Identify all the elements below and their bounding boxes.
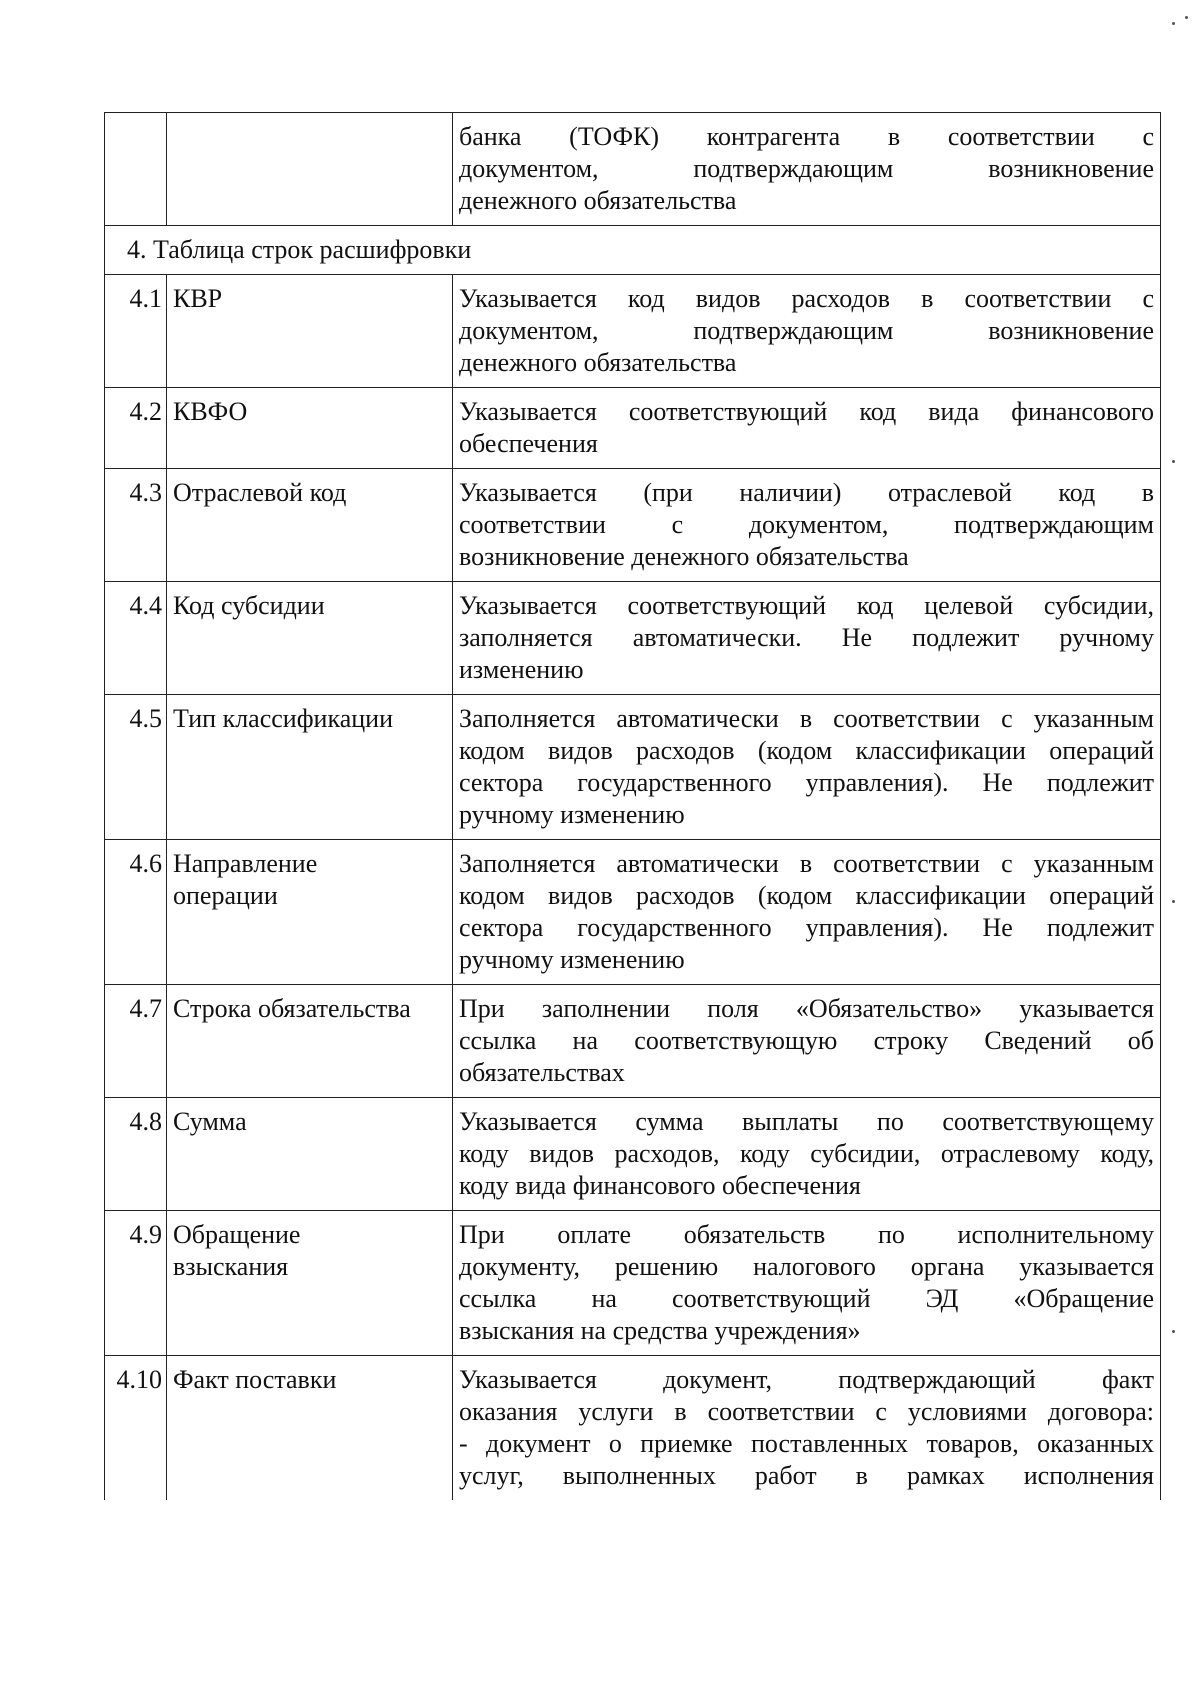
row-number: 4.10 [105,1356,167,1501]
description-line: Указывается код видов расходов в соответствии с [459,284,1154,313]
description-line: соответствии с документом, подтверждающим [459,510,1154,539]
field-name [167,388,453,469]
table-row [105,275,1161,388]
description-table [104,112,1161,1500]
field-name [167,113,453,226]
description-line: документом, подтверждающим возникновение [459,316,1154,345]
description-line: возникновение денежного обязательства [459,542,909,571]
field-description [453,1098,1161,1211]
row-number: 4.7 [105,985,167,1098]
field-name-line: КВФО [173,397,248,426]
description-line: услуг, выполненных работ в рамках исполнения [459,1461,1154,1490]
description-line: сектора государственного управления). Не подлежит [459,768,1154,797]
row-number: 4.1 [105,275,167,388]
row-number: 4.6 [105,840,167,985]
field-name-line: Отраслевой код [173,478,347,507]
description-line: - документ о приемке поставленных товаров, оказанных [459,1429,1154,1458]
field-name [167,1098,453,1211]
description-line: взыскания на средства учреждения» [459,1316,861,1345]
field-description [453,695,1161,840]
section-row [105,226,1161,275]
scan-speck [1172,460,1175,463]
description-line: сектора государственного управления). Не подлежит [459,913,1154,942]
description-line: Указывается сумма выплаты по соответствующему [459,1107,1154,1136]
field-name-line: Тип классификации [173,704,393,733]
table-row-continued [105,113,1161,226]
field-description [453,840,1161,985]
field-name [167,840,453,985]
field-name-line: Сумма [173,1107,247,1136]
description-line: ссылка на соответствующий ЭД «Обращение [459,1284,1154,1313]
table-row [105,388,1161,469]
description-line: документу, решению налогового органа указывается [459,1252,1154,1281]
field-name [167,469,453,582]
field-name-line: операции [173,881,278,910]
field-name [167,1211,453,1356]
description-line: При оплате обязательств по исполнительному [459,1220,1154,1249]
scan-speck [1185,16,1188,19]
description-line: оказания услуги в соответствии с условиями договора: [459,1397,1154,1426]
field-name [167,1356,453,1501]
field-description [453,1211,1161,1356]
row-number: 4.9 [105,1211,167,1356]
description-line: изменению [459,655,584,684]
description-line: кодом видов расходов (кодом классификации операций [459,736,1154,765]
table-row [105,695,1161,840]
table-row [105,1211,1161,1356]
description-line: заполняется автоматически. Не подлежит ручному [459,623,1154,652]
description-line: Указывается соответствующий код целевой субсидии, [459,591,1154,620]
table-row [105,1356,1161,1501]
description-line: ручному изменению [459,800,685,829]
description-line: Заполняется автоматически в соответствии с указанным [459,704,1154,733]
description-line: коду видов расходов, коду субсидии, отраслевому коду, [459,1139,1154,1168]
scan-speck [1172,22,1175,25]
scan-speck [1172,900,1175,903]
row-number: 4.5 [105,695,167,840]
field-name-line: Строка обязательства [173,994,411,1023]
field-name [167,695,453,840]
field-name-line: Факт поставки [173,1365,337,1394]
field-name-line: Обращение [173,1220,301,1249]
description-line: При заполнении поля «Обязательство» указывается [459,994,1154,1023]
description-line: кодом видов расходов (кодом классификации операций [459,881,1154,910]
row-number: 4.3 [105,469,167,582]
description-line: Заполняется автоматически в соответствии с указанным [459,849,1154,878]
row-number: 4.8 [105,1098,167,1211]
description-line: обязательствах [459,1058,625,1087]
section-title: 4. Таблица строк расшифровки [105,226,1161,275]
table-row [105,582,1161,695]
field-description [453,1356,1161,1501]
field-name [167,582,453,695]
field-name-line: Код субсидии [173,591,325,620]
field-description [453,388,1161,469]
scan-speck [1172,1330,1175,1333]
field-name [167,275,453,388]
description-line: Указывается документ, подтверждающий факт [459,1365,1154,1394]
field-description [453,582,1161,695]
table-row [105,840,1161,985]
field-description [453,275,1161,388]
field-description [453,113,1161,226]
description-line: обеспечения [459,429,598,458]
table-row [105,1098,1161,1211]
table-row [105,985,1161,1098]
field-description [453,985,1161,1098]
row-number [105,113,167,226]
description-line: денежного обязательства [459,348,737,377]
description-line: ссылка на соответствующую строку Сведений об [459,1026,1154,1055]
field-name-line: взыскания [173,1252,289,1281]
field-name-line: КВР [173,284,223,313]
description-line: коду вида финансового обеспечения [459,1171,861,1200]
row-number: 4.2 [105,388,167,469]
description-line: банка (ТОФК) контрагента в соответствии с [459,122,1154,151]
table-row [105,469,1161,582]
field-description [453,469,1161,582]
description-line: ручному изменению [459,945,685,974]
description-line: Указывается (при наличии) отраслевой код в [459,478,1154,507]
field-name-line: Направление [173,849,318,878]
field-name [167,985,453,1098]
description-line: документом, подтверждающим возникновение [459,154,1154,183]
description-line: Указывается соответствующий код вида финансового [459,397,1154,426]
description-line: денежного обязательства [459,186,737,215]
row-number: 4.4 [105,582,167,695]
